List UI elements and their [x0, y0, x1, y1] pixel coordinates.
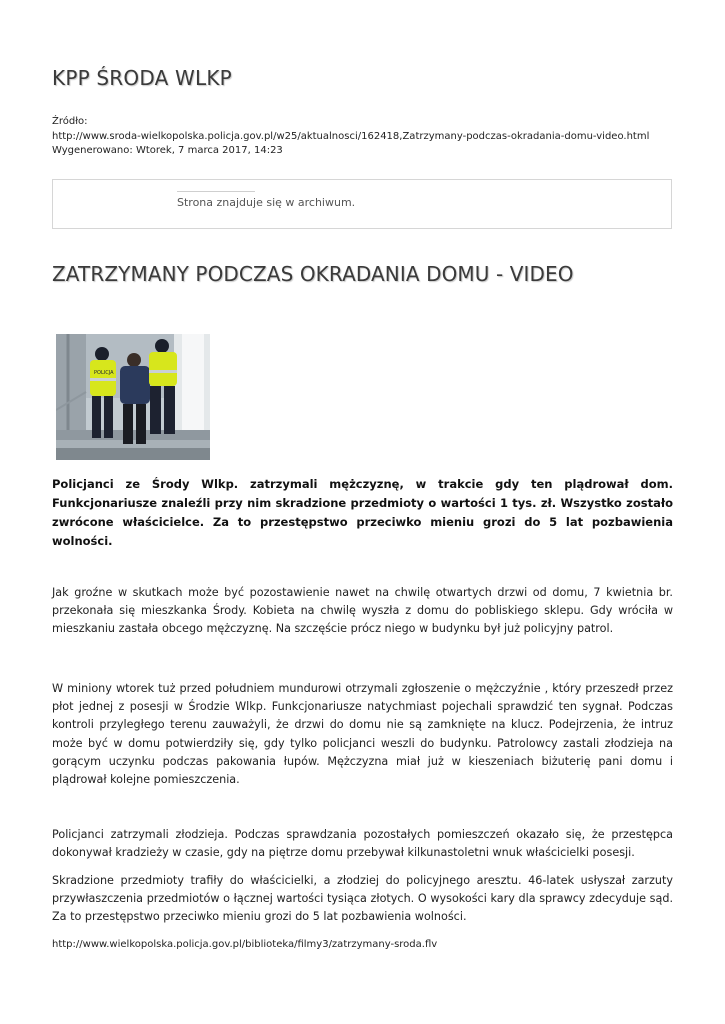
source-label: Źródło:: [52, 116, 88, 127]
page-meta: [52, 115, 649, 159]
generated-date: Wygenerowano: Wtorek, 7 marca 2017, 14:23: [52, 145, 283, 156]
article-title: ZATRZYMANY PODCZAS OKRADANIA DOMU - VIDEO: [52, 262, 574, 286]
article-lead: Policjanci ze Środy Wlkp. zatrzymali mężczyznę, w trakcie gdy ten plądrował dom. Funkcjonariusze znaleźli przy nim skradzione przedmioty o wartości 1 tys. zł. Wszystko zostało zwrócone właścicielce. Za to przestępstwo przeciwko mieniu grozi do 5 lat pozbawienia wolności.: [52, 477, 673, 548]
article-photo: [56, 334, 210, 460]
video-link[interactable]: http://www.wielkopolska.policja.gov.pl/biblioteka/filmy3/zatrzymany-sroda.flv: [52, 939, 438, 950]
divider: [177, 191, 255, 192]
article-paragraph: W miniony wtorek tuż przed południem mundurowi otrzymali zgłoszenie o mężczyźnie , który przeszedł przez płot jednej z posesji w Środzie Wlkp. Funkcjonariusze natychmiast pojechali sprawdzić ten sygnał. Podczas kontroli przyległego terenu zauważyli, że drzwi do domu nie są zamknięte na klucz. Podejrzenia, że intruz może być w domu potwierdziły się, gdy tylko policjanci weszli do budynku. Patrolowcy zastali złodzieja na gorącym uczynku podczas pakowania łupów. Mężczyzna miał już w kieszeniach biżuterię pani domu i plądrował kolejne pomieszczenia.: [52, 682, 673, 787]
article-paragraph: Jak groźne w skutkach może być pozostawienie nawet na chwilę otwartych drzwi od domu, 7 kwietnia br. przekonała się mieszkanka Środy. Kobieta na chwilę wyszła z domu do pobliskiego sklepu. Gdy wróciła w mieszkaniu zastała obcego mężczyznę. Na szczęście prócz niego w budynku był już policyjny patrol.: [52, 586, 673, 636]
source-url: http://www.sroda-wielkopolska.policja.gov.pl/w25/aktualnosci/162418,Zatrzymany-podczas-okradania-domu-video.html: [52, 130, 650, 142]
article-paragraph: Skradzione przedmioty trafiły do właścicielki, a złodziej do policyjnego aresztu. 46-latek usłyszał zarzuty przywłaszczenia przedmiotów o łącznej wartości tysiąca złotych. O wysokości kary dla sprawcy zdecyduje sąd. Za to przestępstwo przeciwko mieniu grozi do 5 lat pozbawienia wolności.: [52, 874, 673, 924]
svg-text:POLICJA: POLICJA: [94, 370, 114, 376]
archive-notice: Strona znajduje się w archiwum.: [177, 196, 356, 209]
site-title: KPP ŚRODA WLKP: [52, 66, 232, 90]
article-paragraph: Policjanci zatrzymali złodzieja. Podczas sprawdzania pozostałych pomieszczeń okazało się, że przestępca dokonywał kradzieży w czasie, gdy na piętrze domu przebywał kilkunastoletni wnuk właścicielki posesji.: [52, 828, 673, 860]
archive-notice-box: [52, 179, 672, 229]
